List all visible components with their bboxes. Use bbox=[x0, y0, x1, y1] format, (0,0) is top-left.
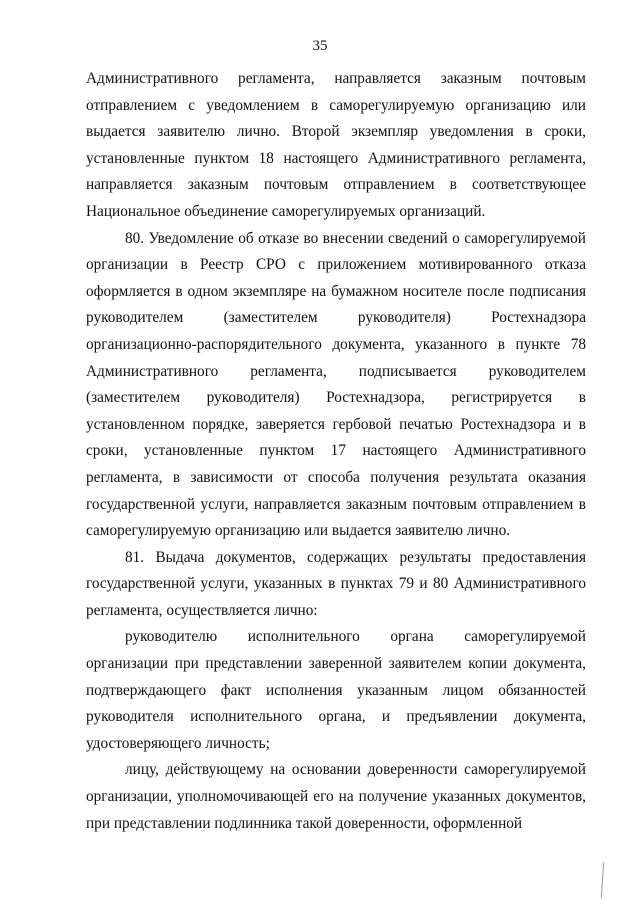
paragraph-80-refusal-notice: 80. Уведомление об отказе во внесении сведений о саморегулируемой организации в Реестр СРО с приложением мотивированного отказа оформляется в одном экземпляре на бумажном носителе после подписания руководителем (заместителем руководителя) Ростехнадзора организационно-распорядительного документа, указанного в пункте 78 Административного регламента, подписывается руководителем (заместителем руководителя) Ростехнадзора, регистрируется в установленном порядке, заверяется гербовой печатью Ростехнадзора и в сроки, установленные пунктом 17 настоящего Административного регламента, в зависимости от способа получения результата оказания государственной услуги, направляется заказным почтовым отправлением в саморегулируемую организацию или выдается заявителю лично. bbox=[86, 229, 586, 540]
paragraph-authorized-person: лицу, действующему на основании доверенности саморегулируемой организации, уполномочивающей его на получение указанных документов, при представлении подлинника такой доверенности, оформленной bbox=[86, 761, 586, 832]
document-body bbox=[86, 66, 586, 837]
paragraph-regulation-continuation: Административного регламента, направляется заказным почтовым отправлением с уведомлением в саморегулируемую организацию или выдается заявителю лично. Второй экземпляр уведомления в сроки, установленные пунктом 18 настоящего Административного регламента, направляется заказным почтовым отправлением в соответствующее Национальное объединение саморегулируемых организаций. bbox=[86, 70, 586, 220]
paragraph-81-document-issuance: 81. Выдача документов, содержащих результаты предоставления государственной услуги, указанных в пунктах 79 и 80 Административного регламента, осуществляется лично: bbox=[86, 548, 586, 619]
scan-margin-mark bbox=[601, 862, 605, 898]
page-number: 35 bbox=[312, 38, 328, 54]
paragraph-executive-head: руководителю исполнительного органа саморегулируемой организации при представлении заверенной заявителем копии документа, подтверждающего факт исполнения указанным лицом обязанностей руководителя исполнительного органа, и предъявлении документа, удостоверяющего личность; bbox=[86, 628, 586, 752]
